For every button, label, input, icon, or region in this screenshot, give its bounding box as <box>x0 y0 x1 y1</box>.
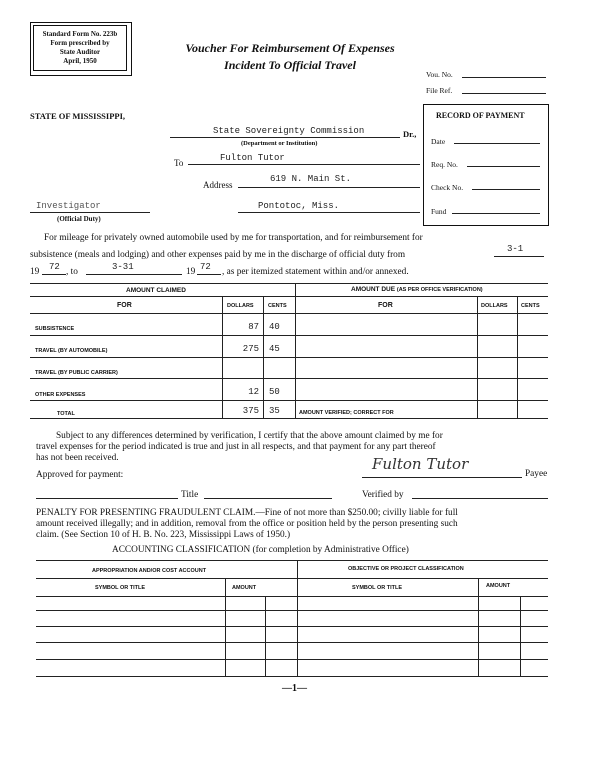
file-ref-label: File Ref. <box>426 86 453 95</box>
claimed-col-cents: CENTS <box>268 303 287 309</box>
official-duty-field[interactable] <box>30 212 150 213</box>
accounting-right-amount-line <box>478 578 479 676</box>
amount-claimed-header: AMOUNT CLAIMED <box>126 287 186 294</box>
standard-form-label <box>33 25 127 71</box>
accounting-title: ACCOUNTING CLASSIFICATION <box>112 545 251 555</box>
claimed-col-dollars: DOLLARS <box>227 303 254 309</box>
official-duty-caption: (Official Duty) <box>57 215 101 223</box>
to-label: To <box>174 158 184 168</box>
payee-name-field[interactable] <box>188 164 420 165</box>
mileage-line3-suffix: , as per itemized statement within and/or annexed. <box>222 267 409 277</box>
department-value: State Sovereignty Commission <box>213 126 365 136</box>
department-caption: (Department or Institution) <box>241 140 318 147</box>
penalty-line3: claim. (See Section 10 of H. B. No. 223, Mississippi Laws of 1950.) <box>36 530 291 540</box>
amount-due-header-text: AMOUNT DUE <box>351 286 396 293</box>
city-value: Pontotoc, Miss. <box>258 201 340 211</box>
from-date-value: 3-1 <box>507 244 524 254</box>
due-col-cents: CENTS <box>521 303 540 309</box>
accounting-middle-divider <box>297 560 298 676</box>
year2-field[interactable] <box>197 274 221 275</box>
accounting-subtitle: (for completion by Administrative Office) <box>252 545 409 555</box>
row-subsistence-label: SUBSISTENCE <box>35 326 75 332</box>
row-travel-auto-dollars: 275 <box>242 344 259 354</box>
address-value: 619 N. Main St. <box>270 174 352 184</box>
title-label: Title <box>181 490 199 500</box>
accounting-table-top <box>36 560 548 561</box>
due-col-for: FOR <box>378 302 393 309</box>
certification-line1: Subject to any differences determined by verification, I certify that the above amount claimed by me for <box>56 431 443 441</box>
vou-no-label: Vou. No. <box>426 70 453 79</box>
title-field[interactable] <box>204 498 332 499</box>
accounting-colhead-divider <box>36 596 548 597</box>
year2-value: 72 <box>200 262 211 272</box>
state-label: STATE OF MISSISSIPPI, <box>30 111 126 121</box>
row-travel-public-label: TRAVEL (BY PUBLIC CARRIER) <box>35 370 118 376</box>
official-duty-value: Investigator <box>36 201 101 211</box>
penalty-line2: amount received illegally; and in addition, removal from the office or position held by the person presenting such <box>36 519 458 529</box>
accounting-right-col-amount: AMOUNT <box>486 583 511 589</box>
certification-line3: has not been received. <box>36 453 119 463</box>
to-date-field[interactable] <box>86 274 182 275</box>
amount-row-divider-3 <box>30 378 548 379</box>
form-title-line2: Incident To Official Travel <box>224 58 356 72</box>
accounting-row-2 <box>36 626 548 627</box>
year1-value: 72 <box>49 262 60 272</box>
accounting-row-3 <box>36 642 548 643</box>
standard-form-line2: Form prescribed by <box>50 39 110 47</box>
row-total-cents: 35 <box>269 406 280 416</box>
dr-label: Dr., <box>403 129 417 139</box>
department-field[interactable] <box>170 137 400 138</box>
to-date-value: 3-31 <box>112 262 134 272</box>
year-prefix-2: 19 <box>186 267 196 277</box>
verified-by-field[interactable] <box>412 498 548 499</box>
row-subsistence-dollars: 87 <box>248 322 259 332</box>
amount-verified-text: AMOUNT VERIFIED; CORRECT FOR <box>299 410 394 416</box>
amount-table-bottom <box>30 418 548 419</box>
city-field[interactable] <box>238 212 420 213</box>
form-title <box>160 40 420 74</box>
mileage-line1: For mileage for privately owned automobile used by me for transportation, and for reimbursement for <box>44 233 423 243</box>
accounting-left-amount-line <box>225 578 226 676</box>
accounting-left-col-amount: AMOUNT <box>232 585 257 591</box>
claimed-col-for: FOR <box>117 302 132 309</box>
payee-label: Payee <box>525 469 548 479</box>
due-dollars-col-line <box>477 296 478 418</box>
accounting-left-cents-line <box>265 596 266 676</box>
amount-row-divider-2 <box>30 357 548 358</box>
payee-signature-field[interactable] <box>362 477 522 478</box>
row-travel-auto-cents: 45 <box>269 344 280 354</box>
penalty-line1: PENALTY FOR PRESENTING FRAUDULENT CLAIM.—Fine of not more than $250.00; civilly liable for full <box>36 508 458 518</box>
address-field[interactable] <box>238 187 420 188</box>
row-other-expenses-dollars: 12 <box>248 387 259 397</box>
amount-due-header <box>351 286 483 293</box>
row-travel-auto-label: TRAVEL (BY AUTOMOBILE) <box>35 348 108 354</box>
vou-no-field[interactable] <box>462 77 546 78</box>
claimed-dollars-col-line <box>222 296 223 418</box>
page-number: —1— <box>282 683 307 694</box>
accounting-table-bottom <box>36 676 548 677</box>
amount-table-header-divider <box>30 296 548 297</box>
rop-fund-label: Fund <box>431 207 447 216</box>
amount-row-divider-1 <box>30 335 548 336</box>
amount-table-middle-divider <box>295 283 296 418</box>
standard-form-line1: Standard Form No. 223b <box>42 30 118 38</box>
rop-fund-field[interactable] <box>452 213 540 214</box>
rop-req-no-field[interactable] <box>467 166 540 167</box>
accounting-right-header: OBJECTIVE OR PROJECT CLASSIFICATION <box>348 566 464 572</box>
standard-form-line3: State Auditor <box>59 48 101 56</box>
payee-signature: Fulton Tutor <box>372 455 469 473</box>
mileage-line2: subsistence (meals and lodging) and other expenses paid by me in the discharge of official duty from <box>30 250 406 260</box>
certification-line2: travel expenses for the period indicated is true and just in all respects, and that payment for any part thereof <box>36 442 436 452</box>
accounting-left-col-symbol: SYMBOL OR TITLE <box>95 585 146 591</box>
approved-label: Approved for payment: <box>36 470 124 480</box>
standard-form-line4: April, 1950 <box>63 57 97 65</box>
amount-row-divider-4 <box>30 400 548 401</box>
to-word: , to <box>66 267 78 277</box>
rop-check-no-label: Check No. <box>431 183 464 192</box>
accounting-left-header: APPROPRIATION AND/OR COST ACCOUNT <box>92 568 207 574</box>
row-other-expenses-label: OTHER EXPENSES <box>35 392 86 398</box>
rop-date-field[interactable] <box>454 143 540 144</box>
verified-by-label: Verified by <box>362 490 404 500</box>
row-total-dollars: 375 <box>242 406 259 416</box>
row-subsistence-cents: 40 <box>269 322 280 332</box>
row-total-label: TOTAL <box>57 411 75 417</box>
file-ref-field[interactable] <box>462 93 546 94</box>
amount-due-header-note: (AS PER OFFICE VERIFICATION) <box>396 287 483 293</box>
approver-field[interactable] <box>36 498 178 499</box>
address-label: Address <box>203 180 233 190</box>
from-date-field[interactable] <box>494 256 544 257</box>
due-col-dollars: DOLLARS <box>481 303 508 309</box>
accounting-row-1 <box>36 610 548 611</box>
record-of-payment-title: RECORD OF PAYMENT <box>436 111 525 120</box>
accounting-row-4 <box>36 659 548 660</box>
due-cents-col-line <box>517 296 518 418</box>
accounting-right-cents-line <box>520 596 521 676</box>
rop-check-no-field[interactable] <box>472 189 540 190</box>
amount-table-colhead-divider <box>30 313 548 314</box>
accounting-title-row <box>112 545 409 555</box>
rop-date-label: Date <box>431 137 446 146</box>
accounting-header-divider <box>36 578 548 579</box>
rop-req-no-label: Req. No. <box>431 160 458 169</box>
payee-name-value: Fulton Tutor <box>220 153 285 163</box>
year-prefix-1: 19 <box>30 267 40 277</box>
year1-field[interactable] <box>42 274 66 275</box>
accounting-right-col-symbol: SYMBOL OR TITLE <box>352 585 403 591</box>
row-other-expenses-cents: 50 <box>269 387 280 397</box>
form-title-line1: Voucher For Reimbursement Of Expenses <box>185 41 395 55</box>
amount-table-top <box>30 283 548 284</box>
claimed-cents-col-line <box>263 296 264 418</box>
